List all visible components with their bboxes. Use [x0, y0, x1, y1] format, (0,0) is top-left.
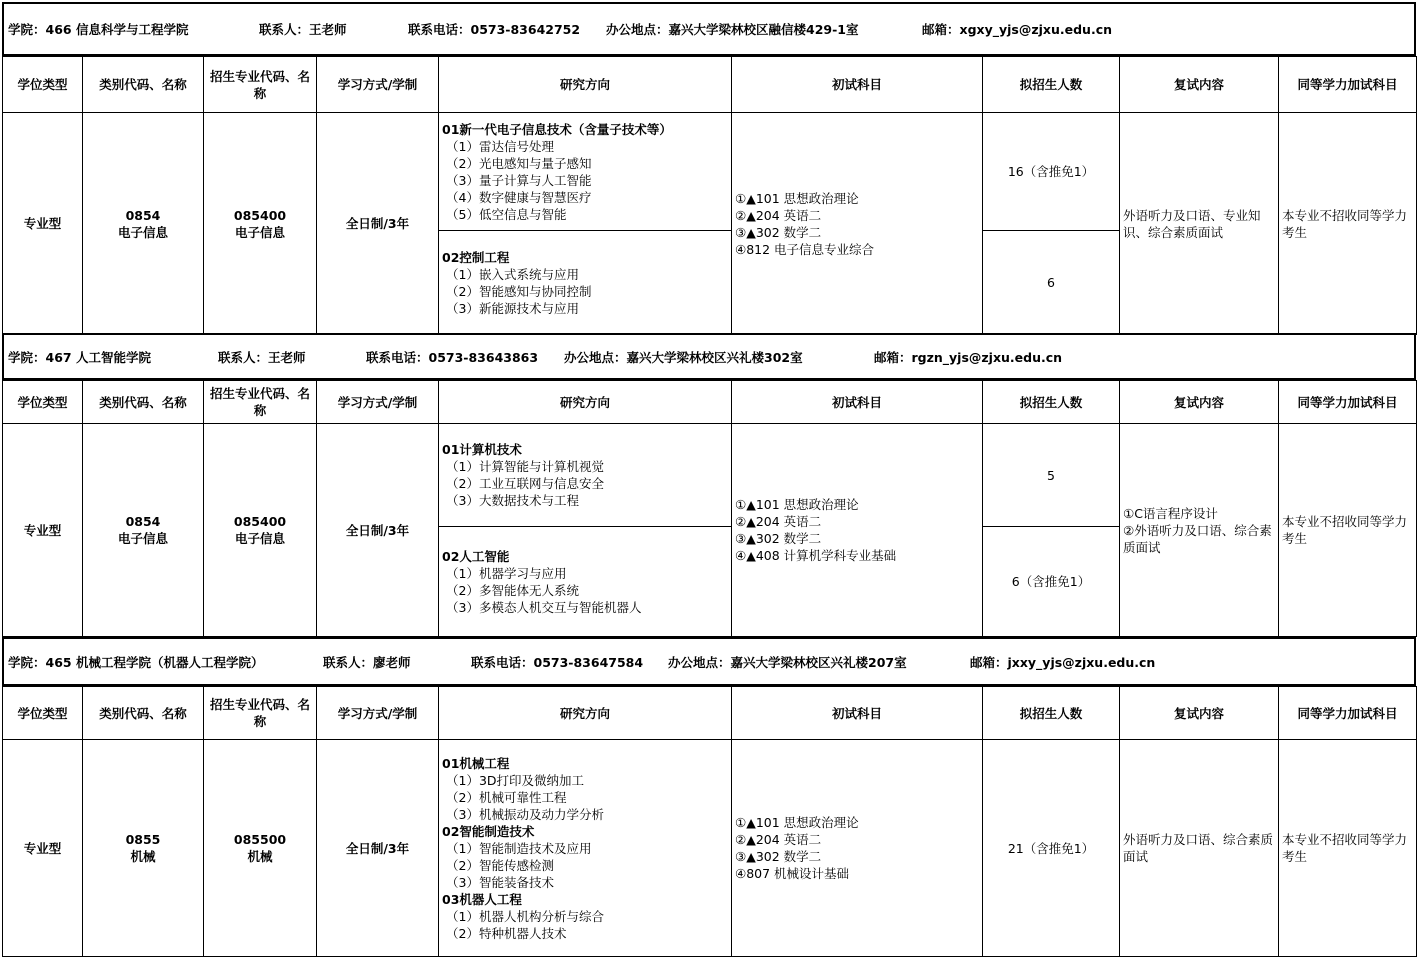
direction-item: （2）智能传感检测: [446, 857, 554, 873]
retest-item: ②外语听力及口语、综合素质面试: [1123, 522, 1272, 555]
retest-content: [1120, 424, 1279, 637]
exam-subject: ②▲204 英语二: [735, 832, 822, 847]
exam-subjects: [732, 424, 983, 637]
category-cell: [83, 740, 204, 957]
enrollment-quota: 21（含推免1）: [983, 740, 1120, 957]
category-cell: [83, 113, 204, 335]
program-row: [3, 113, 1417, 231]
enrollment-quota: 16（含推免1）: [983, 113, 1120, 231]
header-row: [3, 687, 1417, 740]
college-name: 学院：467 人工智能学院: [8, 349, 151, 365]
retest-content: [1120, 740, 1279, 957]
program-table: [2, 56, 1417, 335]
exam-subject: ③▲302 数学二: [735, 531, 822, 546]
study-mode: 全日制/3年: [317, 113, 439, 335]
column-header: 拟招生人数: [983, 381, 1120, 424]
column-header: 同等学力加试科目: [1279, 57, 1417, 113]
header-row: [3, 57, 1417, 113]
office-location: 办公地点：嘉兴大学梁林校区兴礼楼207室: [668, 654, 907, 670]
program-table: [2, 380, 1417, 637]
retest-item: ①C语言程序设计: [1123, 505, 1218, 521]
direction-item: （3）新能源技术与应用: [446, 300, 579, 316]
program-row: [3, 740, 1417, 957]
exam-subjects: [732, 740, 983, 957]
college-name: 学院：466 信息科学与工程学院: [8, 22, 189, 37]
research-direction-cell: [439, 740, 732, 957]
direction-item: （4）数字健康与智慧医疗: [446, 189, 592, 205]
column-header: 初试科目: [732, 687, 983, 740]
exam-subject: ③▲302 数学二: [735, 849, 822, 864]
direction-item: （1）雷达信号处理: [446, 138, 554, 154]
major-name: 机械: [247, 849, 273, 864]
equivalent-exam: 本专业不招收同等学力考生: [1279, 740, 1417, 957]
office-location: 办公地点：嘉兴大学梁林校区融信楼429-1室: [606, 22, 859, 37]
direction-title: 02人工智能: [442, 548, 510, 564]
contact-person: 联系人：王老师: [218, 349, 306, 365]
exam-subject: ①▲101 思想政治理论: [735, 190, 859, 206]
direction-item: （2）工业互联网与信息安全: [446, 476, 604, 491]
direction-item: （1）计算智能与计算机视觉: [446, 459, 604, 474]
contact-phone: 联系电话：0573-83642752: [408, 22, 581, 37]
column-header: 学习方式/学制: [317, 687, 439, 740]
direction-item: （2）特种机器人技术: [446, 925, 567, 941]
category-cell: [83, 424, 204, 637]
direction-item: （3）量子计算与人工智能: [446, 172, 592, 188]
retest-item: 外语听力及口语、专业知识、综合素质面试: [1123, 207, 1261, 240]
column-header: 研究方向: [439, 57, 732, 113]
exam-subject: ①▲101 思想政治理论: [735, 815, 859, 830]
direction-item: （2）光电感知与量子感知: [446, 155, 592, 171]
retest-content: [1120, 113, 1279, 335]
exam-subject: ④807 机械设计基础: [735, 866, 850, 881]
enrollment-quota: 5: [983, 424, 1120, 527]
contact-person: 联系人：廖老师: [323, 654, 411, 670]
category-code: 0854: [125, 514, 161, 529]
degree-type: 专业型: [3, 740, 83, 957]
major-code: 085400: [233, 207, 287, 223]
exam-subject: ④812 电子信息专业综合: [735, 241, 875, 257]
direction-item: （3）智能装备技术: [446, 874, 554, 890]
exam-subject: ①▲101 思想政治理论: [735, 497, 859, 512]
column-header: 招生专业代码、名称: [204, 687, 317, 740]
school-info-bar: [2, 333, 1416, 380]
column-header: 招生专业代码、名称: [204, 381, 317, 424]
major-cell: [204, 424, 317, 637]
degree-type: 专业型: [3, 424, 83, 637]
direction-title: 02智能制造技术: [442, 823, 535, 839]
contact-email: 邮箱：xgxy_yjs@zjxu.edu.cn: [922, 22, 1112, 37]
degree-type: 专业型: [3, 113, 83, 335]
study-mode: 全日制/3年: [317, 740, 439, 957]
direction-item: （3）机械振动及动力学分析: [446, 806, 604, 822]
category-name: 电子信息: [117, 224, 168, 240]
column-header: 复试内容: [1120, 57, 1279, 113]
major-code: 085400: [233, 514, 287, 529]
column-header: 同等学力加试科目: [1279, 381, 1417, 424]
retest-item: 外语听力及口语、综合素质面试: [1123, 832, 1274, 864]
exam-subject: ②▲204 英语二: [735, 514, 822, 529]
exam-subject: ④▲408 计算机学科专业基础: [735, 548, 897, 563]
major-name: 电子信息: [234, 224, 285, 240]
direction-item: （1）3D打印及微纳加工: [446, 772, 585, 788]
column-header: 类别代码、名称: [83, 687, 204, 740]
category-code: 0854: [125, 207, 161, 223]
column-header: 拟招生人数: [983, 57, 1120, 113]
direction-item: （2）智能感知与协同控制: [446, 283, 592, 299]
column-header: 类别代码、名称: [83, 57, 204, 113]
direction-item: （5）低空信息与智能: [446, 206, 567, 222]
enrollment-quota: 6: [983, 231, 1120, 335]
direction-item: （3）大数据技术与工程: [446, 493, 579, 508]
direction-item: （1）嵌入式系统与应用: [446, 266, 579, 282]
column-header: 学习方式/学制: [317, 57, 439, 113]
column-header: 类别代码、名称: [83, 381, 204, 424]
contact-email: 邮箱：rgzn_yjs@zjxu.edu.cn: [874, 349, 1063, 365]
program-table: [2, 686, 1417, 957]
column-header: 学习方式/学制: [317, 381, 439, 424]
exam-subjects: [732, 113, 983, 335]
direction-item: （1）智能制造技术及应用: [446, 840, 592, 856]
office-location: 办公地点：嘉兴大学梁林校区兴礼楼302室: [564, 349, 803, 365]
column-header: 同等学力加试科目: [1279, 687, 1417, 740]
direction-item: （1）机器学习与应用: [446, 565, 567, 581]
college-name: 学院：465 机械工程学院（机器人工程学院）: [8, 654, 264, 670]
major-code: 085500: [233, 832, 287, 847]
column-header: 研究方向: [439, 381, 732, 424]
program-row: [3, 424, 1417, 527]
column-header: 初试科目: [732, 381, 983, 424]
equivalent-exam: 本专业不招收同等学力考生: [1279, 424, 1417, 637]
category-code: 0855: [125, 832, 161, 847]
column-header: 初试科目: [732, 57, 983, 113]
research-direction-cell: [439, 113, 732, 231]
direction-item: （1）机器人机构分析与综合: [446, 908, 604, 924]
study-mode: 全日制/3年: [317, 424, 439, 637]
major-cell: [204, 113, 317, 335]
major-name: 电子信息: [234, 531, 285, 546]
direction-title: 01计算机技术: [442, 442, 522, 457]
column-header: 学位类型: [3, 381, 83, 424]
column-header: 研究方向: [439, 687, 732, 740]
direction-title: 02控制工程: [442, 249, 510, 265]
contact-phone: 联系电话：0573-83643863: [366, 349, 539, 365]
header-row: [3, 381, 1417, 424]
exam-subject: ②▲204 英语二: [735, 207, 822, 223]
category-name: 机械: [130, 849, 156, 864]
column-header: 拟招生人数: [983, 687, 1120, 740]
equivalent-exam: 本专业不招收同等学力考生: [1279, 113, 1417, 335]
school-info-bar: [2, 2, 1416, 56]
enrollment-quota: 6（含推免1）: [983, 527, 1120, 637]
exam-subject: ③▲302 数学二: [735, 224, 822, 240]
direction-item: （2）多智能体无人系统: [446, 582, 579, 598]
contact-phone: 联系电话：0573-83647584: [471, 654, 644, 670]
research-direction-cell: [439, 424, 732, 527]
column-header: 复试内容: [1120, 687, 1279, 740]
contact-person: 联系人：王老师: [259, 22, 347, 37]
direction-title: 01机械工程: [442, 755, 510, 771]
contact-email: 邮箱：jxxy_yjs@zjxu.edu.cn: [970, 654, 1156, 670]
column-header: 学位类型: [3, 57, 83, 113]
category-name: 电子信息: [117, 531, 168, 546]
research-direction-cell: [439, 231, 732, 335]
research-direction-cell: [439, 527, 732, 637]
direction-item: （2）机械可靠性工程: [446, 789, 567, 805]
column-header: 招生专业代码、名称: [204, 57, 317, 113]
direction-item: （3）多模态人机交互与智能机器人: [446, 599, 642, 615]
direction-title: 01新一代电子信息技术（含量子技术等）: [442, 121, 672, 137]
column-header: 学位类型: [3, 687, 83, 740]
direction-title: 03机器人工程: [442, 891, 522, 907]
school-info-bar: [2, 637, 1416, 686]
column-header: 复试内容: [1120, 381, 1279, 424]
major-cell: [204, 740, 317, 957]
